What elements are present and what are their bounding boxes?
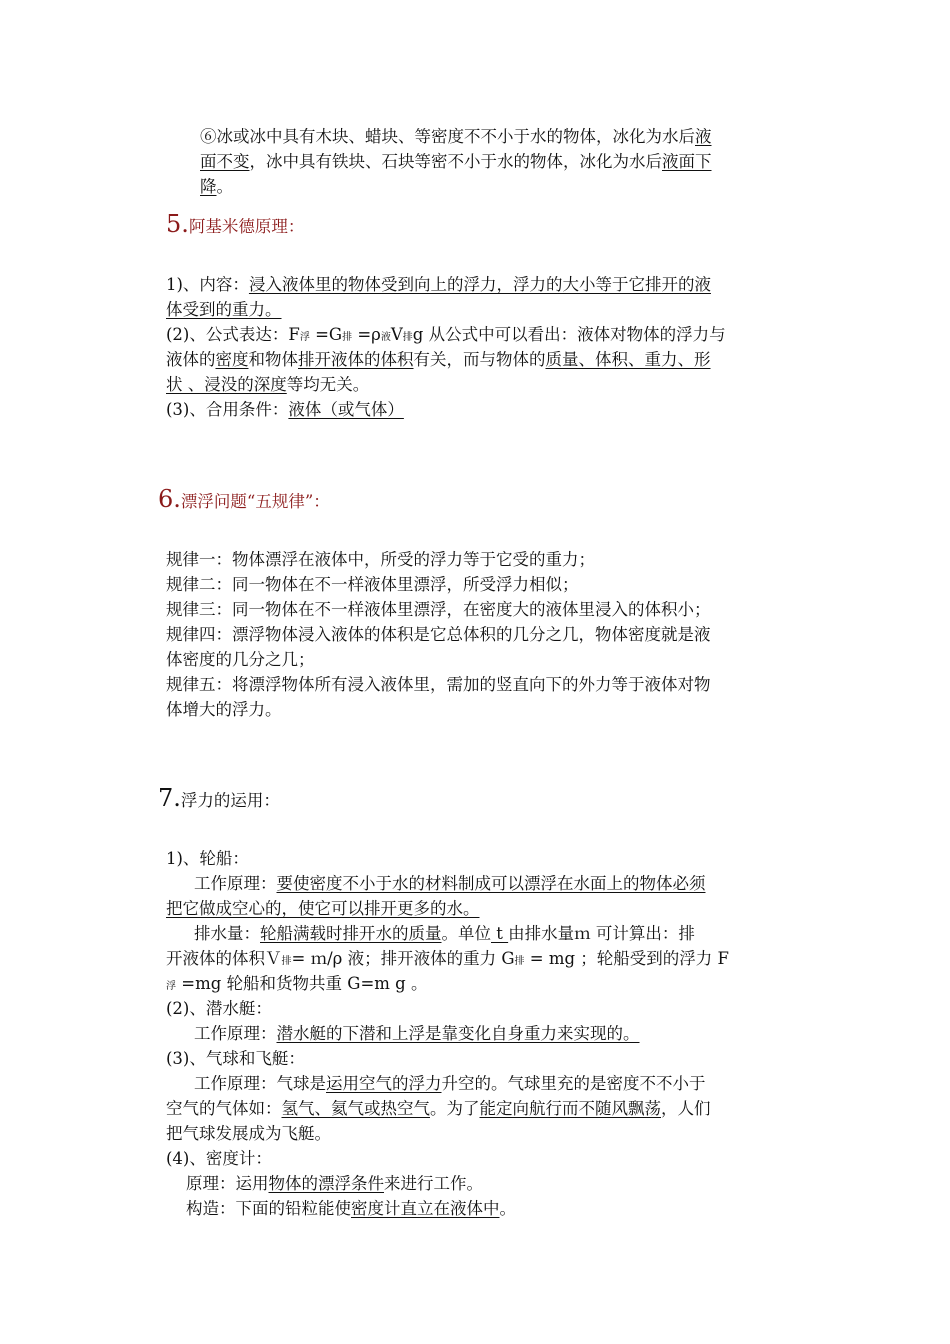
- section5-heading: 5.阿基米德原理：: [166, 210, 305, 238]
- section7-heading: 7.浮力的运用：: [158, 784, 280, 812]
- section6-heading: 6.漂浮问题“五规律”：: [158, 485, 330, 513]
- section5-body: 1)、内容：浸入液体里的物体受到向上的浮力，浮力的大小等于它排开的液 体受到的重力。 (2)、公式表达：F浮 =G排 =ρ液V排g 从公式中可以看出：液体对物体的浮力与 液体的密度和物体排开液体的体积有关，而与物体的质量、体积、重力、形 状 、浸没的深度等均无关。 (3)、合用条件：液体（或气体）: [166, 275, 726, 419]
- item6-paragraph: ⑥冰或冰中具有木块、蜡块、等密度不不小于水的物体，冰化为水后液 面不变，冰中具有铁块、石块等密不小于水的物体，冰化为水后液面下 降。: [200, 127, 712, 196]
- section7-body: 1)、轮船： 工作原理：要使密度不小于水的材料制成可以漂浮在水面上的物体必须 把它做成空心的，使它可以排开更多的水。 排水量：轮船满载时排开水的质量。单位 t 由排水量ｍ 可计算出：排 开液体的体积Ｖ排= ｍ/ρ 液；排开液体的重力 G排 = mg ；轮船受到的浮力 F 浮 =mg 轮船和货物共重 G=m g 。 (2)、潜水艇： 工作原理：潜水艇的下潜和上浮是靠变化自身重力来实现的。 (3)、气球和飞艇： 工作原理：气球是运用空气的浮力升空的。气球里充的是密度不不小于 空气的气体如：氢气、氦气或热空气。为了能定向航行而不随风飘荡，人们 把气球发展成为飞艇。 (4)、密度计： 原理：运用物体的漂浮条件来进行工作。 构造：下面的铅粒能使密度计直立在液体中。: [166, 849, 729, 1218]
- section6-rules: 规律一：物体漂浮在液体中，所受的浮力等于它受的重力； 规律二：同一物体在不一样液体里漂浮，所受浮力相似； 规律三：同一物体在不一样液体里漂浮，在密度大的液体里浸入的体积小； 规律四：漂浮物体浸入液体的体积是它总体积的几分之几，物体密度就是液 体密度的几分之几； 规律五：将漂浮物体所有浸入液体里，需加的竖直向下的外力等于液体对物 体增大的浮力。: [166, 550, 711, 719]
